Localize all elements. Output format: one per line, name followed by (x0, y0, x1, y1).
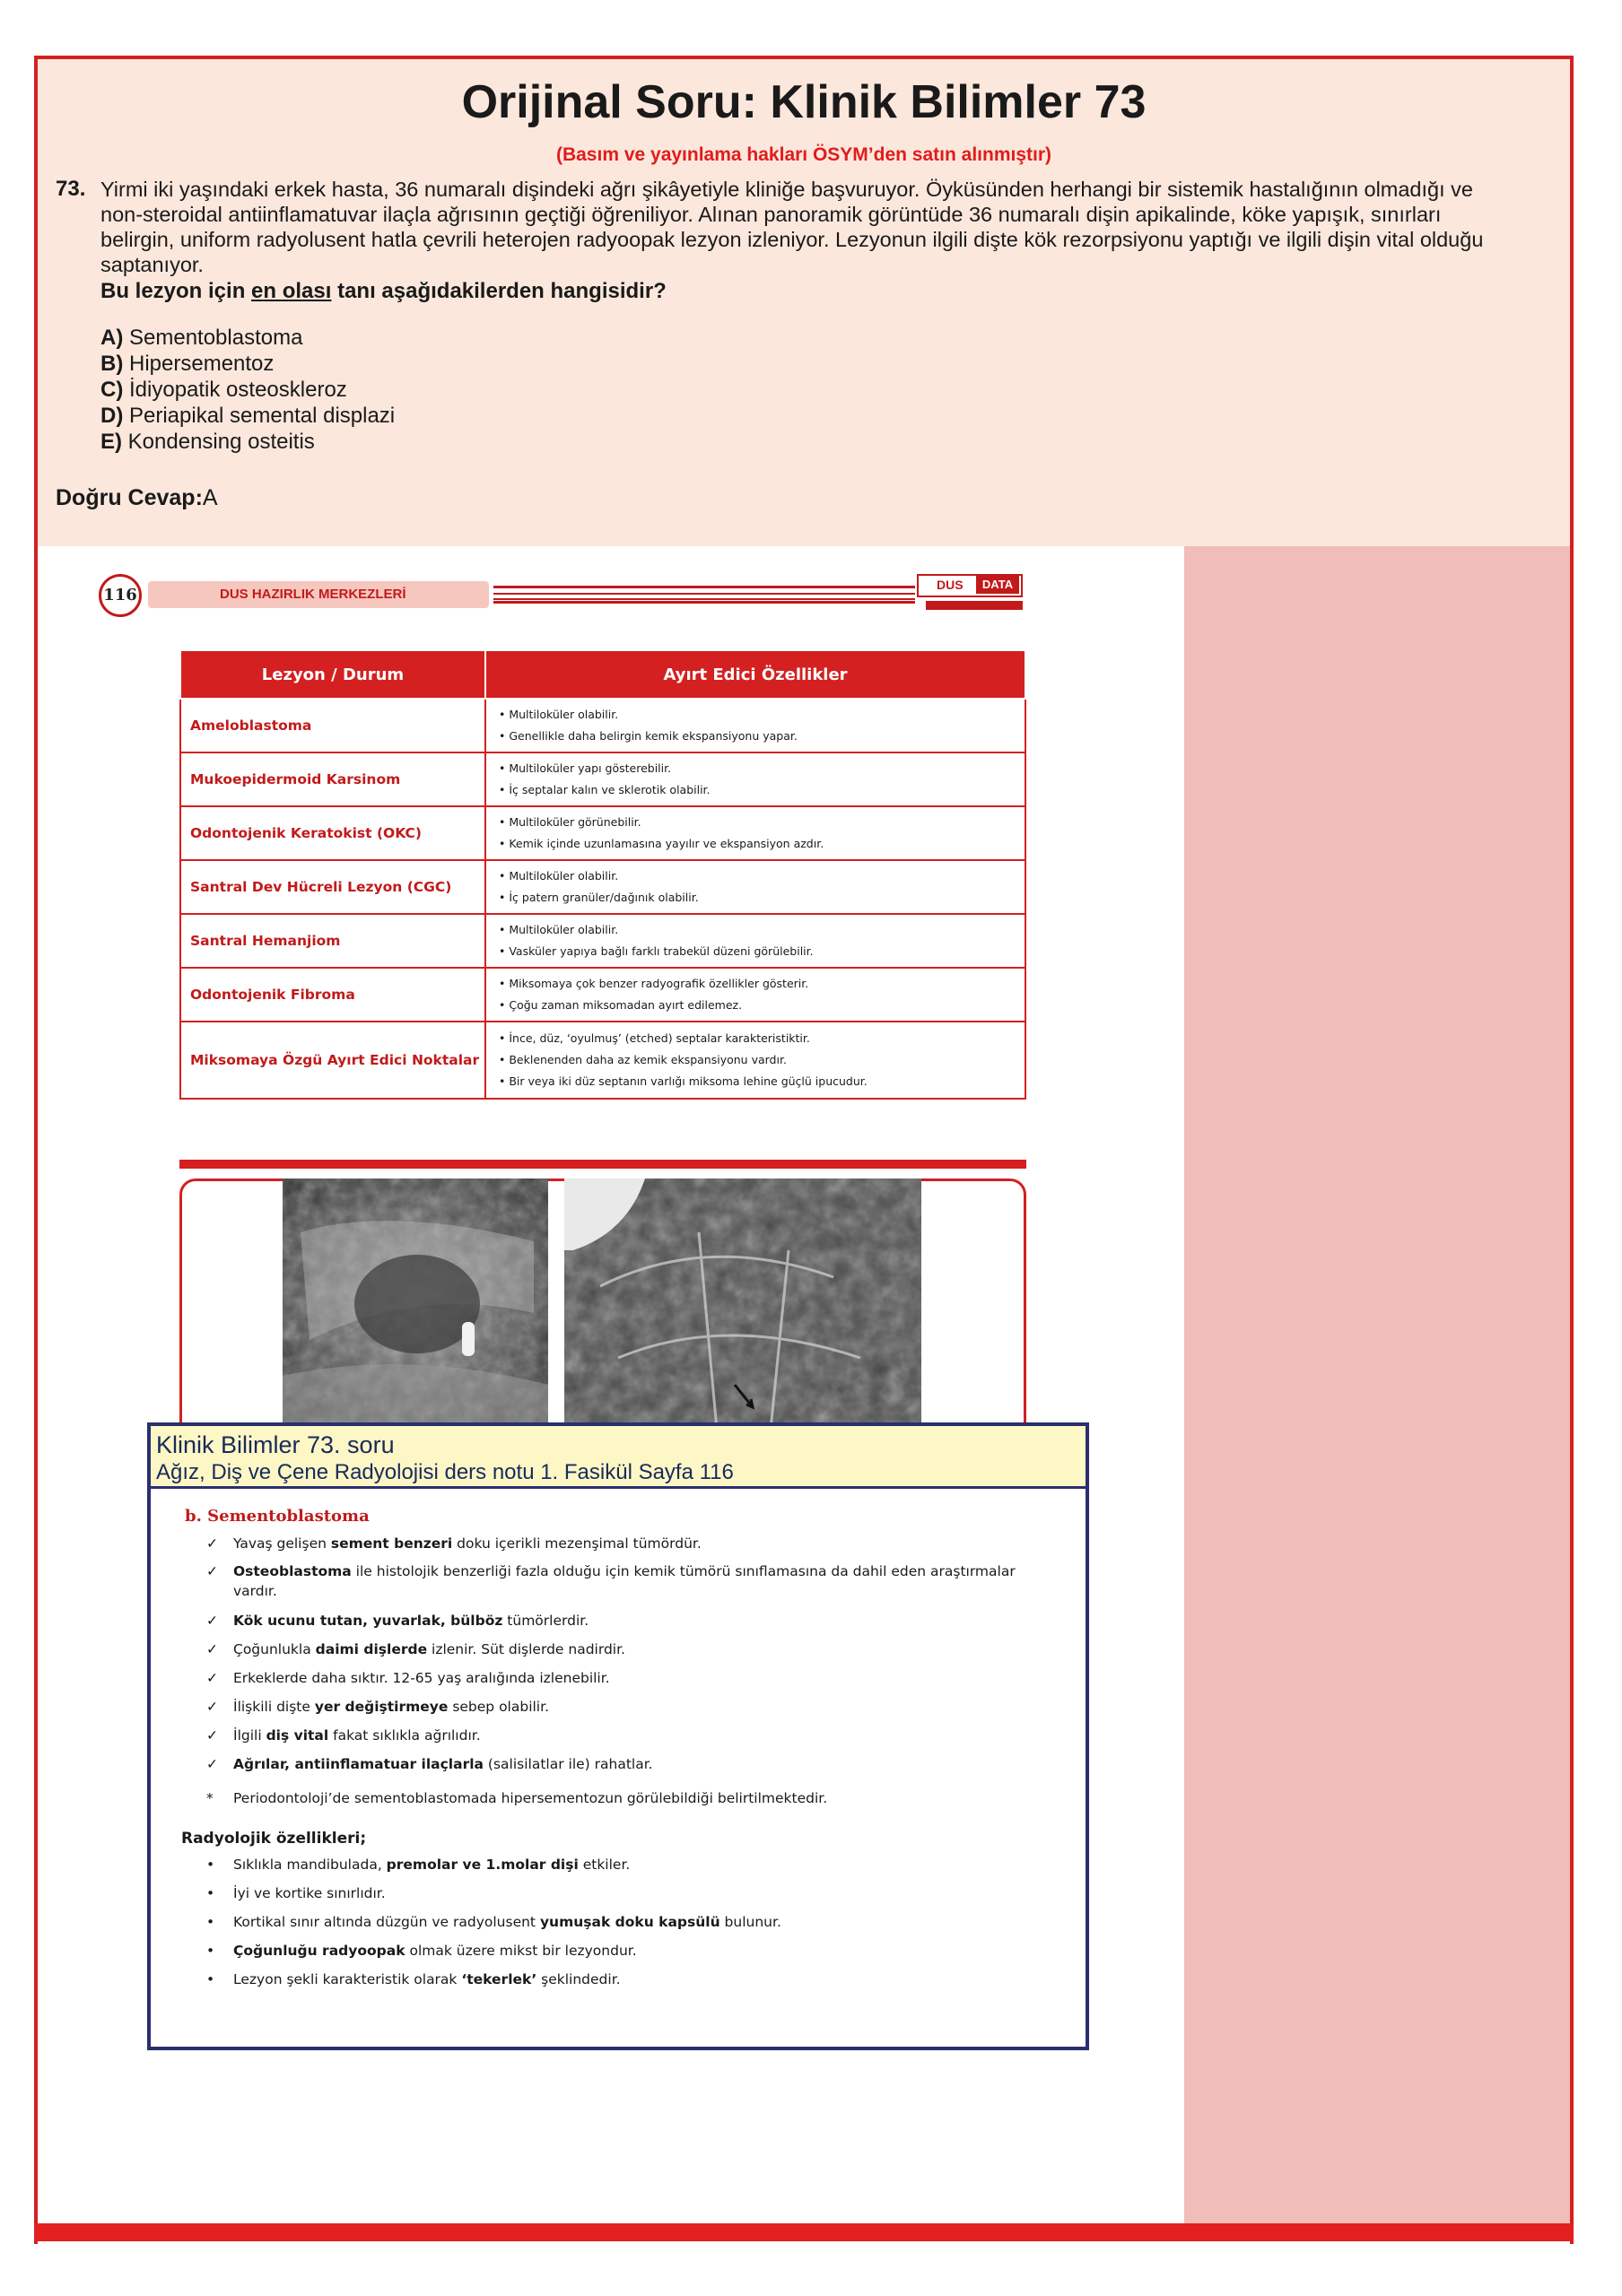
text-part: tümörlerdir. (502, 1613, 589, 1629)
check-icon: ✓ (206, 1727, 218, 1744)
check-icon: ✓ (206, 1613, 218, 1629)
bullet-icon: • (206, 1943, 215, 1959)
text-part: sebep olabilir. (448, 1699, 549, 1715)
feature-line: • İç patern granüler/dağınık olabilir. (499, 891, 699, 904)
bold-part: ‘tekerlek’ (461, 1971, 537, 1987)
text-part: etkiler. (578, 1857, 631, 1873)
star-note-text: Periodontoloji’de sementoblastomada hipersementozun görülebildiği belirtilmektedir. (233, 1790, 828, 1806)
radiograph-image-left (283, 1178, 548, 1431)
side-panel (1184, 546, 1570, 2225)
bullet-icon: • (206, 1885, 215, 1901)
lesion-name: Miksomaya Özgü Ayırt Edici Noktalar (180, 1022, 485, 1099)
rights-notice: (Basım ve yayınlama hakları ÖSYM’den satın alınmıştır) (555, 144, 1052, 165)
section-title: b. Sementoblastoma (185, 1507, 370, 1526)
logo-subbar (926, 601, 1023, 610)
feature-line: • Multiloküler yapı gösterebilir. (499, 761, 672, 775)
note-title: Klinik Bilimler 73. soru (156, 1431, 395, 1458)
table-row (180, 806, 1025, 860)
feature-line: • Bir veya iki düz septanın varlığı miksoma lehine güçlü ipucudur. (499, 1074, 868, 1088)
xray-right-svg (564, 1178, 921, 1431)
lesion-name: Odontojenik Keratokist (OKC) (180, 806, 485, 860)
check-item (206, 1668, 1041, 1688)
book-page-number: 116 (99, 574, 142, 617)
note-header (151, 1426, 1086, 1489)
bottom-bar (34, 2223, 1574, 2241)
lesion-features (485, 1022, 1025, 1099)
bold-part: diş vital (266, 1727, 329, 1744)
feature-line: • Multiloküler görünebilir. (499, 815, 641, 829)
option-text: İdiyopatik osteoskleroz (123, 378, 347, 402)
answer-value: A (202, 485, 218, 510)
check-icon: ✓ (206, 1535, 218, 1552)
lesion-features (485, 968, 1025, 1022)
bullet-item (206, 1855, 1041, 1874)
feature-line: • Multiloküler olabilir. (499, 708, 619, 721)
table-header-row (180, 650, 1025, 699)
dus-data-logo (917, 572, 1023, 615)
feature-line: • Kemik içinde uzunlamasına yayılır ve ekspansiyon azdır. (499, 837, 824, 850)
bold-part: Kök ucunu tutan, yuvarlak, bülböz (233, 1613, 503, 1629)
correct-answer (56, 485, 218, 511)
star-note (206, 1788, 1041, 1808)
banner-stripes (493, 586, 915, 604)
text-part: doku içerikli mezenşimal tümördür. (452, 1535, 702, 1552)
check-icon: ✓ (206, 1641, 218, 1657)
feature-line: • Multiloküler olabilir. (499, 869, 619, 883)
question-panel (38, 59, 1570, 546)
bold-part: Osteoblastoma (233, 1563, 352, 1579)
option-text: Kondensing osteitis (122, 430, 315, 454)
check-item (206, 1726, 1041, 1745)
option-d (100, 403, 395, 429)
bullet-item (206, 1941, 1041, 1961)
text-part: Sıklıkla mandibulada, (233, 1857, 387, 1873)
bold-part: yumuşak doku kapsülü (539, 1914, 720, 1930)
option-letter: D) (100, 404, 124, 428)
bullet-icon: • (206, 1857, 215, 1873)
bold-part: yer değiştirmeye (314, 1699, 449, 1715)
table-row (180, 860, 1025, 914)
question-prompt (100, 279, 667, 304)
text-part: Lezyon şekli karakteristik olarak (233, 1971, 462, 1987)
answer-label: Doğru Cevap: (56, 485, 203, 510)
table-row (180, 699, 1025, 752)
table-header: Ayırt Edici Özellikler (485, 650, 1025, 699)
bullet-item (206, 1883, 1041, 1903)
text-part: şeklindedir. (536, 1971, 621, 1987)
bold-part: Çoğunluğu radyoopak (233, 1943, 406, 1959)
bullet-item (206, 1912, 1041, 1932)
check-item (206, 1561, 1041, 1601)
option-letter: A) (100, 326, 124, 350)
lesion-features (485, 699, 1025, 752)
check-icon: ✓ (206, 1756, 218, 1772)
check-item (206, 1611, 1041, 1631)
lesion-name: Ameloblastoma (180, 699, 485, 752)
text-part: Erkeklerde daha sıktır. 12-65 yaş aralığında izlenebilir. (233, 1670, 610, 1686)
feature-line: • Vasküler yapıya bağlı farklı trabekül düzeni görülebilir. (499, 944, 814, 958)
table-bottom-bar (179, 1160, 1026, 1169)
lesion-name: Odontojenik Fibroma (180, 968, 485, 1022)
bold-part: Ağrılar, antiinflamatuar ilaçlarla (233, 1756, 484, 1772)
feature-line: • Multiloküler olabilir. (499, 923, 619, 936)
check-item (206, 1534, 1041, 1553)
feature-line: • Çoğu zaman miksomadan ayırt edilemez. (499, 998, 743, 1012)
bullet-icon: • (206, 1914, 215, 1930)
lesion-features (485, 806, 1025, 860)
option-c (100, 377, 395, 403)
bold-part: sement benzeri (330, 1535, 453, 1552)
option-letter: C) (100, 378, 124, 402)
check-icon: ✓ (206, 1563, 218, 1579)
feature-line: • Genellikle daha belirgin kemik ekspansiyonu yapar. (499, 729, 798, 743)
option-e (100, 429, 395, 455)
option-text: Sementoblastoma (123, 326, 303, 350)
table-row (180, 1022, 1025, 1099)
question-number: 73. (56, 177, 86, 201)
text-part: İyi ve kortike sınırlıdır. (233, 1885, 386, 1901)
text-part: İlişkili dişte (233, 1699, 315, 1715)
check-icon: ✓ (206, 1699, 218, 1715)
table-header: Lezyon / Durum (180, 650, 485, 699)
text-part: fakat sıklıkla ağrılıdır. (328, 1727, 481, 1744)
question-text: Yirmi iki yaşındaki erkek hasta, 36 numaralı dişindeki ağrı şikâyetiyle kliniğe başvuruyor. Öyküsünden herhangi bir sistemik hastalığının olmadığı ve non-steroidal antiinflamatuvar ilaçla ağrısının geçtiği öğreniliyor. Alınan panoramik görüntüde 36 numaralı dişin apikalinde, köke yapışık, sınırları belirgin, uniform radyolusent hatla çevrili heterojen radyoopak lezyon izleniyor. Lezyonun ilgili dişte kök rezorpsiyonu yaptığı ve ilgili dişin vital olduğu saptanıyor. (100, 178, 1484, 276)
logo-right: DATA (976, 576, 1019, 594)
lesion-name: Santral Hemanjiom (180, 914, 485, 968)
table-row (180, 914, 1025, 968)
prompt-post: tanı aşağıdakilerden hangisidir? (331, 279, 667, 303)
feature-line: • Miksomaya çok benzer radyografik özellikler gösterir. (499, 977, 809, 990)
bold-part: daimi dişlerde (315, 1641, 428, 1657)
text-part: Kortikal sınır altında düzgün ve radyolusent (233, 1914, 540, 1930)
text-part: Çoğunlukla (233, 1641, 316, 1657)
table-row (180, 752, 1025, 806)
feature-line: • Beklenenden daha az kemik ekspansiyonu vardır. (499, 1053, 787, 1066)
page-title: Orijinal Soru: Klinik Bilimler 73 (461, 76, 1147, 128)
lesion-name: Santral Dev Hücreli Lezyon (CGC) (180, 860, 485, 914)
radiology-heading: Radyolojik özellikleri; (181, 1830, 367, 1848)
option-text: Hipersementoz (123, 352, 275, 376)
answer-options (100, 325, 395, 455)
lesion-name: Mukoepidermoid Karsinom (180, 752, 485, 806)
text-part: olmak üzere mikst bir lezyondur. (405, 1943, 637, 1959)
option-text: Periapikal semental displazi (123, 404, 396, 428)
prompt-emphasis: en olası (251, 279, 332, 303)
feature-line: • İç septalar kalın ve sklerotik olabilir. (499, 783, 711, 796)
note-source: Ağız, Diş ve Çene Radyolojisi ders notu 1. Fasikül Sayfa 116 (156, 1460, 734, 1484)
lesion-table (179, 649, 1026, 1100)
feature-line: • İnce, düz, ‘oyulmuş’ (etched) septalar karakteristiktir. (499, 1031, 810, 1045)
xray-left-svg (283, 1178, 548, 1431)
lesion-features (485, 914, 1025, 968)
lecture-note-box (147, 1422, 1089, 2050)
text-part: bulunur. (719, 1914, 781, 1930)
check-item (206, 1697, 1041, 1717)
asterisk-icon: * (206, 1790, 214, 1806)
check-item (206, 1639, 1041, 1659)
radiograph-image-right (564, 1178, 921, 1431)
bullet-item (206, 1970, 1041, 1989)
book-banner (148, 581, 489, 608)
text-part: İlgili (233, 1727, 266, 1744)
text-part: Yavaş gelişen (233, 1535, 331, 1552)
banner-text: DUS HAZIRLIK MERKEZLERİ (220, 587, 406, 602)
table-row (180, 968, 1025, 1022)
lesion-features (485, 752, 1025, 806)
text-part: (salisilatlar ile) rahatlar. (484, 1756, 653, 1772)
option-letter: E) (100, 430, 122, 454)
check-item (206, 1754, 1041, 1774)
text-part: ile histolojik benzerliği fazla olduğu için kemik tümörü sınıflamasına da dahil eden araştırmalar vardır. (233, 1563, 1016, 1599)
check-icon: ✓ (206, 1670, 218, 1686)
text-part: izlenir. Süt dişlerde nadirdir. (427, 1641, 625, 1657)
prompt-pre: Bu lezyon için (100, 279, 252, 303)
bullet-icon: • (206, 1971, 215, 1987)
logo-left: DUS (937, 578, 964, 592)
option-b (100, 351, 395, 377)
option-a (100, 325, 395, 351)
lesion-features (485, 860, 1025, 914)
bold-part: premolar ve 1.molar dişi (386, 1857, 579, 1873)
option-letter: B) (100, 352, 124, 376)
